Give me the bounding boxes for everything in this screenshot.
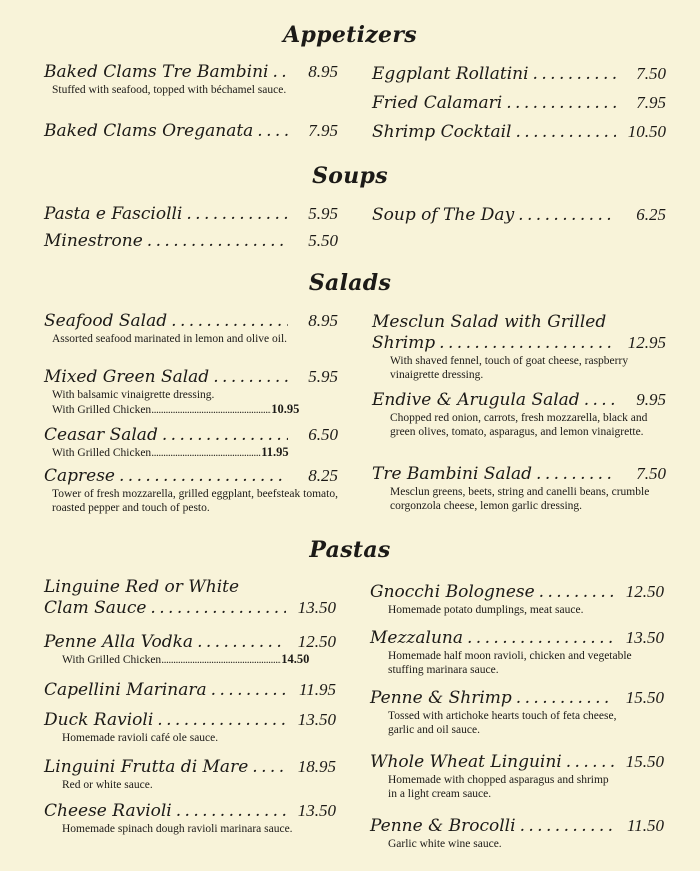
item-name: Mixed Green Salad [44, 367, 210, 387]
section-title-pastas: Pastas [309, 537, 391, 563]
menu-item-linguini-frutta-di-mare [44, 757, 336, 792]
menu-item-mesclun-salad-grilled-shrimp [372, 311, 666, 382]
leader-dots [151, 403, 271, 418]
leader-dots [506, 93, 616, 113]
item-price: 8.25 [308, 466, 338, 485]
leader-dots [520, 816, 614, 836]
item-price: 12.95 [627, 333, 666, 352]
item-name: Pasta e Fasciolli [44, 204, 183, 224]
menu-item-duck-ravioli [44, 710, 336, 745]
item-name: Whole Wheat Linguini [370, 752, 562, 772]
item-price: 13.50 [297, 801, 336, 820]
menu-item-baked-clams-oreganata [44, 121, 338, 141]
item-description: With shaved fennel, touch of goat cheese, raspberry vinaigrette dressing. [390, 355, 629, 381]
item-price: 6.25 [636, 205, 666, 224]
section-title-soups: Soups [312, 163, 388, 189]
leader-dots [157, 710, 286, 730]
leader-dots [516, 688, 614, 708]
item-price: 12.50 [625, 582, 664, 601]
item-name: Shrimp Cocktail [372, 122, 512, 142]
item-description: Garlic white wine sauce. [388, 838, 502, 850]
menu-item-endive-arugula-salad [372, 390, 666, 439]
item-description: Mesclun greens, beets, string and canelli beans, crumble corgonzola cheese, lemon garlic dressing. [390, 486, 650, 512]
leader-dots [518, 205, 616, 225]
menu-item-caprese [44, 466, 338, 515]
leader-dots [197, 632, 286, 652]
item-description: Homemade ravioli café ole sauce. [62, 732, 219, 744]
menu-item-cheese-ravioli [44, 801, 336, 836]
leader-dots [162, 425, 288, 445]
leader-dots [213, 367, 288, 387]
menu-item-minestrone [44, 231, 338, 251]
item-description: Homemade half moon ravioli, chicken and vegetable stuffing marinara sauce. [388, 650, 632, 676]
menu-item-soup-of-the-day [372, 205, 666, 225]
leader-dots [119, 466, 288, 486]
item-name: Baked Clams Oreganata [44, 121, 254, 141]
item-description: With balsamic vinaigrette dressing. [52, 389, 215, 401]
menu-item-penne-alla-vodka [44, 632, 336, 668]
menu-item-fried-calamari [372, 93, 666, 113]
menu-item-seafood-salad [44, 311, 338, 346]
leader-dots [211, 680, 286, 700]
item-name-line1: Linguine Red or White [44, 577, 240, 597]
item-name: Penne & Brocolli [370, 816, 516, 836]
item-name: Capellini Marinara [44, 680, 207, 700]
item-price: 15.50 [625, 752, 664, 771]
item-name: Soup of The Day [372, 205, 515, 225]
menu-item-linguine-clam-sauce [44, 576, 336, 618]
item-description: Tower of fresh mozzarella, grilled eggplant, beefsteak tomato, roasted pepper and touch of pesto. [52, 488, 338, 514]
item-name: Minestrone [44, 231, 143, 251]
menu-item-shrimp-cocktail [372, 122, 666, 142]
item-name: Mezzaluna [370, 628, 463, 648]
leader-dots [252, 757, 286, 777]
item-price: 13.50 [297, 598, 336, 617]
leader-dots [150, 598, 286, 618]
item-name: Fried Calamari [372, 93, 503, 113]
item-description: Assorted seafood marinated in lemon and olive oil. [52, 333, 288, 345]
menu-item-mezzaluna [370, 628, 664, 677]
item-description: Chopped red onion, carrots, fresh mozzarella, black and green olives, tomato, asparagus, and lemon vinaigrette. [390, 412, 648, 438]
item-price: 7.50 [636, 64, 666, 83]
item-name: Ceasar Salad [44, 425, 158, 445]
leader-dots [536, 464, 616, 484]
item-name: Cheese Ravioli [44, 801, 172, 821]
item-price: 5.50 [308, 231, 338, 250]
item-price: 7.50 [636, 464, 666, 483]
item-price: 8.95 [308, 311, 338, 330]
leader-dots [147, 231, 288, 251]
item-description: Tossed with artichoke hearts touch of feta cheese, garlic and oil sauce. [388, 710, 617, 736]
add-on-label: With Grilled Chicken [52, 404, 152, 416]
menu-item-mixed-green-salad [44, 367, 338, 418]
menu-item-tre-bambini-salad [372, 464, 666, 513]
add-on-line [52, 445, 338, 461]
item-price: 11.50 [627, 816, 664, 835]
item-name: Tre Bambini Salad [372, 464, 533, 484]
item-name: Seafood Salad [44, 311, 168, 331]
add-on-price: 10.95 [271, 402, 300, 416]
add-on-price: 11.95 [261, 445, 289, 459]
leader-dots [176, 801, 286, 821]
menu-item-penne-brocolli [370, 816, 664, 851]
leader-dots [273, 62, 289, 82]
leader-dots [186, 204, 288, 224]
add-on-line [62, 652, 336, 668]
section-title-salads: Salads [308, 270, 392, 296]
item-price: 8.95 [308, 62, 338, 81]
leader-dots [539, 582, 614, 602]
menu-item-pasta-e-fasciolli [44, 204, 338, 224]
leader-dots [566, 752, 614, 772]
item-price: 12.50 [297, 632, 336, 651]
item-description: Red or white sauce. [62, 779, 153, 791]
add-on-price: 14.50 [281, 652, 310, 666]
leader-dots [257, 121, 288, 141]
leader-dots [439, 333, 616, 353]
item-price: 10.50 [627, 122, 666, 141]
menu-item-ceasar-salad [44, 425, 338, 461]
add-on-line [52, 402, 338, 418]
menu-item-penne-shrimp [370, 688, 664, 737]
item-name: Gnocchi Bolognese [370, 582, 535, 602]
item-price: 7.95 [308, 121, 338, 140]
menu-item-whole-wheat-linguini [370, 752, 664, 801]
item-description: Homemade potato dumplings, meat sauce. [388, 604, 584, 616]
menu-item-gnocchi-bolognese [370, 582, 664, 617]
leader-dots [171, 311, 288, 331]
item-name: Baked Clams Tre Bambini [44, 62, 269, 82]
item-price: 11.95 [299, 680, 336, 699]
menu-item-baked-clams-tre-bambini [44, 62, 338, 97]
item-name: Endive & Arugula Salad [372, 390, 580, 410]
item-price: 13.50 [297, 710, 336, 729]
item-price: 18.95 [297, 757, 336, 776]
section-title-appetizers: Appetizers [283, 22, 417, 48]
item-name-line2: Clam Sauce [44, 598, 147, 618]
item-description: Stuffed with seafood, topped with béchamel sauce. [52, 84, 287, 96]
item-price: 5.95 [308, 367, 338, 386]
item-name-line1: Mesclun Salad with Grilled [372, 312, 607, 332]
item-name: Caprese [44, 466, 115, 486]
item-name: Penne Alla Vodka [44, 632, 194, 652]
item-name: Penne & Shrimp [370, 688, 512, 708]
item-description: Homemade spinach dough ravioli marinara sauce. [62, 823, 293, 835]
item-name: Eggplant Rollatini [372, 64, 529, 84]
item-price: 5.95 [308, 204, 338, 223]
add-on-label: With Grilled Chicken [52, 447, 152, 459]
menu-item-capellini-marinara [44, 680, 336, 700]
leader-dots [161, 653, 281, 668]
add-on-label: With Grilled Chicken [62, 654, 162, 666]
item-price: 6.50 [308, 425, 338, 444]
leader-dots [533, 64, 616, 84]
leader-dots [151, 446, 261, 461]
leader-dots [584, 390, 616, 410]
item-price: 9.95 [636, 390, 666, 409]
item-price: 15.50 [625, 688, 664, 707]
item-name: Linguini Frutta di Mare [44, 757, 249, 777]
menu-item-eggplant-rollatini [372, 64, 666, 84]
leader-dots [515, 122, 616, 142]
item-price: 7.95 [636, 93, 666, 112]
leader-dots [467, 628, 614, 648]
item-price: 13.50 [625, 628, 664, 647]
item-name: Duck Ravioli [44, 710, 154, 730]
item-name-line2: Shrimp [372, 333, 436, 353]
item-description: Homemade with chopped asparagus and shrimp in a light cream sauce. [388, 774, 609, 800]
